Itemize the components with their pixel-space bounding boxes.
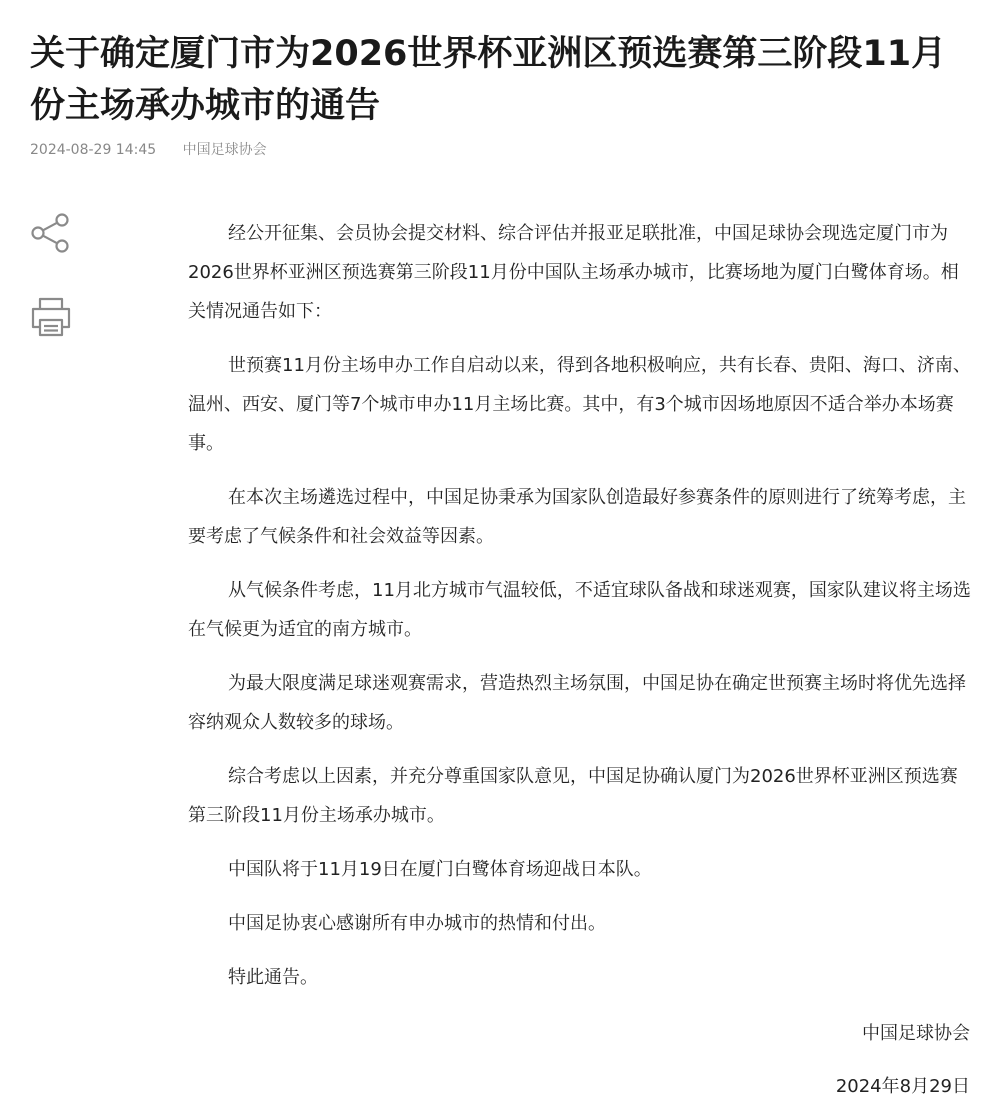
article-meta (30, 140, 267, 160)
signature-date: 2024年8月29日 (835, 1076, 970, 1097)
publish-date: 2024-08-29 14:45 (30, 142, 157, 158)
paragraph-8: 中国足协衷心感谢所有申办城市的热情和付出。 (228, 913, 606, 934)
article-title: 关于确定厦门市为2026世界杯亚洲区预选赛第三阶段11月份主场承办城市的通告 (30, 34, 947, 126)
paragraph-6: 综合考虑以上因素，并充分尊重国家队意见，中国足协确认厦门为2026世界杯亚洲区预选赛第三阶段11月份主场承办城市。 (188, 766, 958, 826)
paragraph-1: 经公开征集、会员协会提交材料、综合评估并报亚足联批准，中国足球协会现选定厦门市为2026世界杯亚洲区预选赛第三阶段11月份中国队主场承办城市，比赛场地为厦门白鹭体育场。相关情况通告如下： (188, 223, 959, 322)
signature-org: 中国足球协会 (862, 1023, 970, 1044)
share-icon[interactable] (28, 210, 74, 256)
article-toolbar (28, 210, 74, 340)
paragraph-4: 从气候条件考虑，11月北方城市气温较低，不适宜球队备战和球迷观赛，国家队建议将主场选在气候更为适宜的南方城市。 (188, 580, 971, 640)
article-source: 中国足球协会 (182, 142, 267, 158)
paragraph-9: 特此通告。 (228, 967, 318, 988)
paragraph-2: 世预赛11月份主场申办工作自启动以来，得到各地积极响应，共有长春、贵阳、海口、济南、温州、西安、厦门等7个城市申办11月主场比赛。其中，有3个城市因场地原因不适合举办本场赛事。 (188, 355, 971, 454)
paragraph-7: 中国队将于11月19日在厦门白鹭体育场迎战日本队。 (228, 859, 652, 880)
signature-block (836, 1014, 970, 1107)
article-body (188, 214, 974, 1012)
print-icon[interactable] (28, 294, 74, 340)
paragraph-5: 为最大限度满足球迷观赛需求，营造热烈主场氛围，中国足协在确定世预赛主场时将优先选择容纳观众人数较多的球场。 (188, 673, 966, 733)
paragraph-3: 在本次主场遴选过程中，中国足协秉承为国家队创造最好参赛条件的原则进行了统筹考虑，主要考虑了气候条件和社会效益等因素。 (188, 487, 966, 547)
